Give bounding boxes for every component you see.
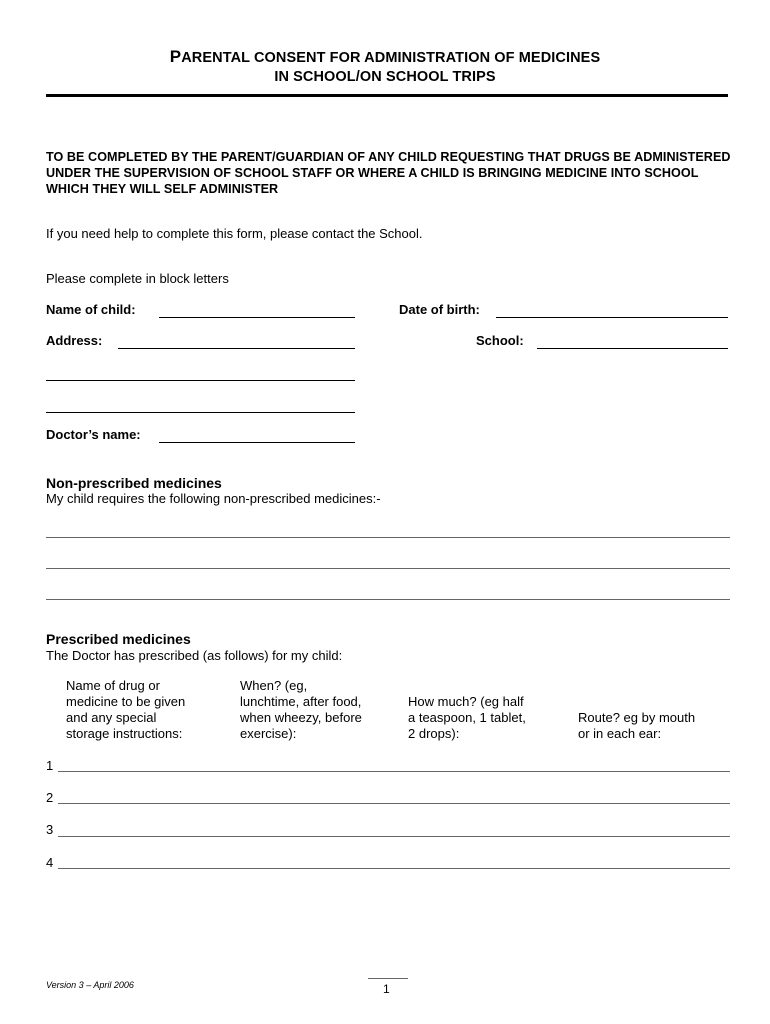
non-prescribed-line-3[interactable] bbox=[46, 599, 730, 600]
title-rule bbox=[46, 94, 728, 97]
non-prescribed-line-2[interactable] bbox=[46, 568, 730, 569]
date-of-birth-label: Date of birth: bbox=[399, 302, 480, 317]
column-drug-name-line: storage instructions: bbox=[66, 726, 183, 741]
non-prescribed-intro: My child requires the following non-prescribed medicines:- bbox=[46, 491, 381, 506]
block-letters-note: Please complete in block letters bbox=[46, 271, 229, 286]
row-number: 2 bbox=[46, 790, 54, 805]
address-label: Address: bbox=[46, 333, 103, 348]
school-field[interactable] bbox=[537, 348, 728, 349]
column-how-much-line: How much? (eg half bbox=[408, 694, 524, 709]
date-of-birth-field[interactable] bbox=[496, 317, 728, 318]
column-when-line: When? (eg, bbox=[240, 678, 308, 693]
school-label: School: bbox=[476, 333, 524, 348]
help-text: If you need help to complete this form, please contact the School. bbox=[46, 226, 423, 241]
name-of-child-field[interactable] bbox=[159, 317, 355, 318]
column-when-line: when wheezy, before bbox=[240, 710, 362, 725]
column-how-much-line: 2 drops): bbox=[408, 726, 460, 741]
column-drug-name bbox=[66, 678, 185, 742]
prescribed-intro: The Doctor has prescribed (as follows) for my child: bbox=[46, 648, 343, 663]
doctors-name-field[interactable] bbox=[159, 442, 355, 443]
column-when-line: lunchtime, after food, bbox=[240, 694, 362, 709]
column-how-much bbox=[408, 694, 526, 742]
non-prescribed-line-1[interactable] bbox=[46, 537, 730, 538]
title-line-1: ARENTAL CONSENT FOR ADMINISTRATION OF MEDICINES bbox=[181, 50, 601, 66]
column-drug-name-line: Name of drug or bbox=[66, 678, 160, 693]
row-number: 3 bbox=[46, 822, 54, 837]
title-line-2: IN SCHOOL/ON SCHOOL TRIPS bbox=[274, 69, 496, 85]
page-title bbox=[0, 47, 770, 67]
column-drug-name-line: medicine to be given bbox=[66, 694, 186, 709]
page-number-rule bbox=[368, 978, 408, 979]
prescribed-row-line[interactable] bbox=[58, 868, 730, 869]
doctors-name-label: Doctor’s name: bbox=[46, 427, 141, 442]
address-field-line-3[interactable] bbox=[46, 412, 355, 413]
column-when bbox=[240, 678, 362, 742]
row-number: 4 bbox=[46, 855, 54, 870]
row-number: 1 bbox=[46, 758, 54, 773]
column-drug-name-line: and any special bbox=[66, 710, 157, 725]
address-field-line-2[interactable] bbox=[46, 380, 355, 381]
prescribed-row-line[interactable] bbox=[58, 836, 730, 837]
non-prescribed-heading: Non-prescribed medicines bbox=[46, 475, 222, 491]
column-route bbox=[578, 710, 695, 742]
column-when-line: exercise): bbox=[240, 726, 297, 741]
column-how-much-line: a teaspoon, 1 tablet, bbox=[408, 710, 526, 725]
title-initial: P bbox=[169, 47, 182, 66]
address-field-line-1[interactable] bbox=[118, 348, 355, 349]
version-note: Version 3 – April 2006 bbox=[46, 980, 134, 990]
prescribed-row-line[interactable] bbox=[58, 803, 730, 804]
instructions: TO BE COMPLETED BY THE PARENT/GUARDIAN OF ANY CHILD REQUESTING THAT DRUGS BE ADMINISTERED UNDER THE SUPERVISION OF SCHOOL STAFF OR WHERE A CHILD IS BRINGING MEDICINE INTO SCHOOL WHICH THEY WILL SELF ADMINISTER bbox=[46, 150, 731, 196]
prescribed-row-line[interactable] bbox=[58, 771, 730, 772]
page-number: 1 bbox=[383, 982, 390, 996]
column-route-line: Route? eg by mouth bbox=[578, 710, 696, 725]
name-of-child-label: Name of child: bbox=[46, 302, 136, 317]
column-route-line: or in each ear: bbox=[578, 726, 662, 741]
prescribed-heading: Prescribed medicines bbox=[46, 631, 191, 647]
